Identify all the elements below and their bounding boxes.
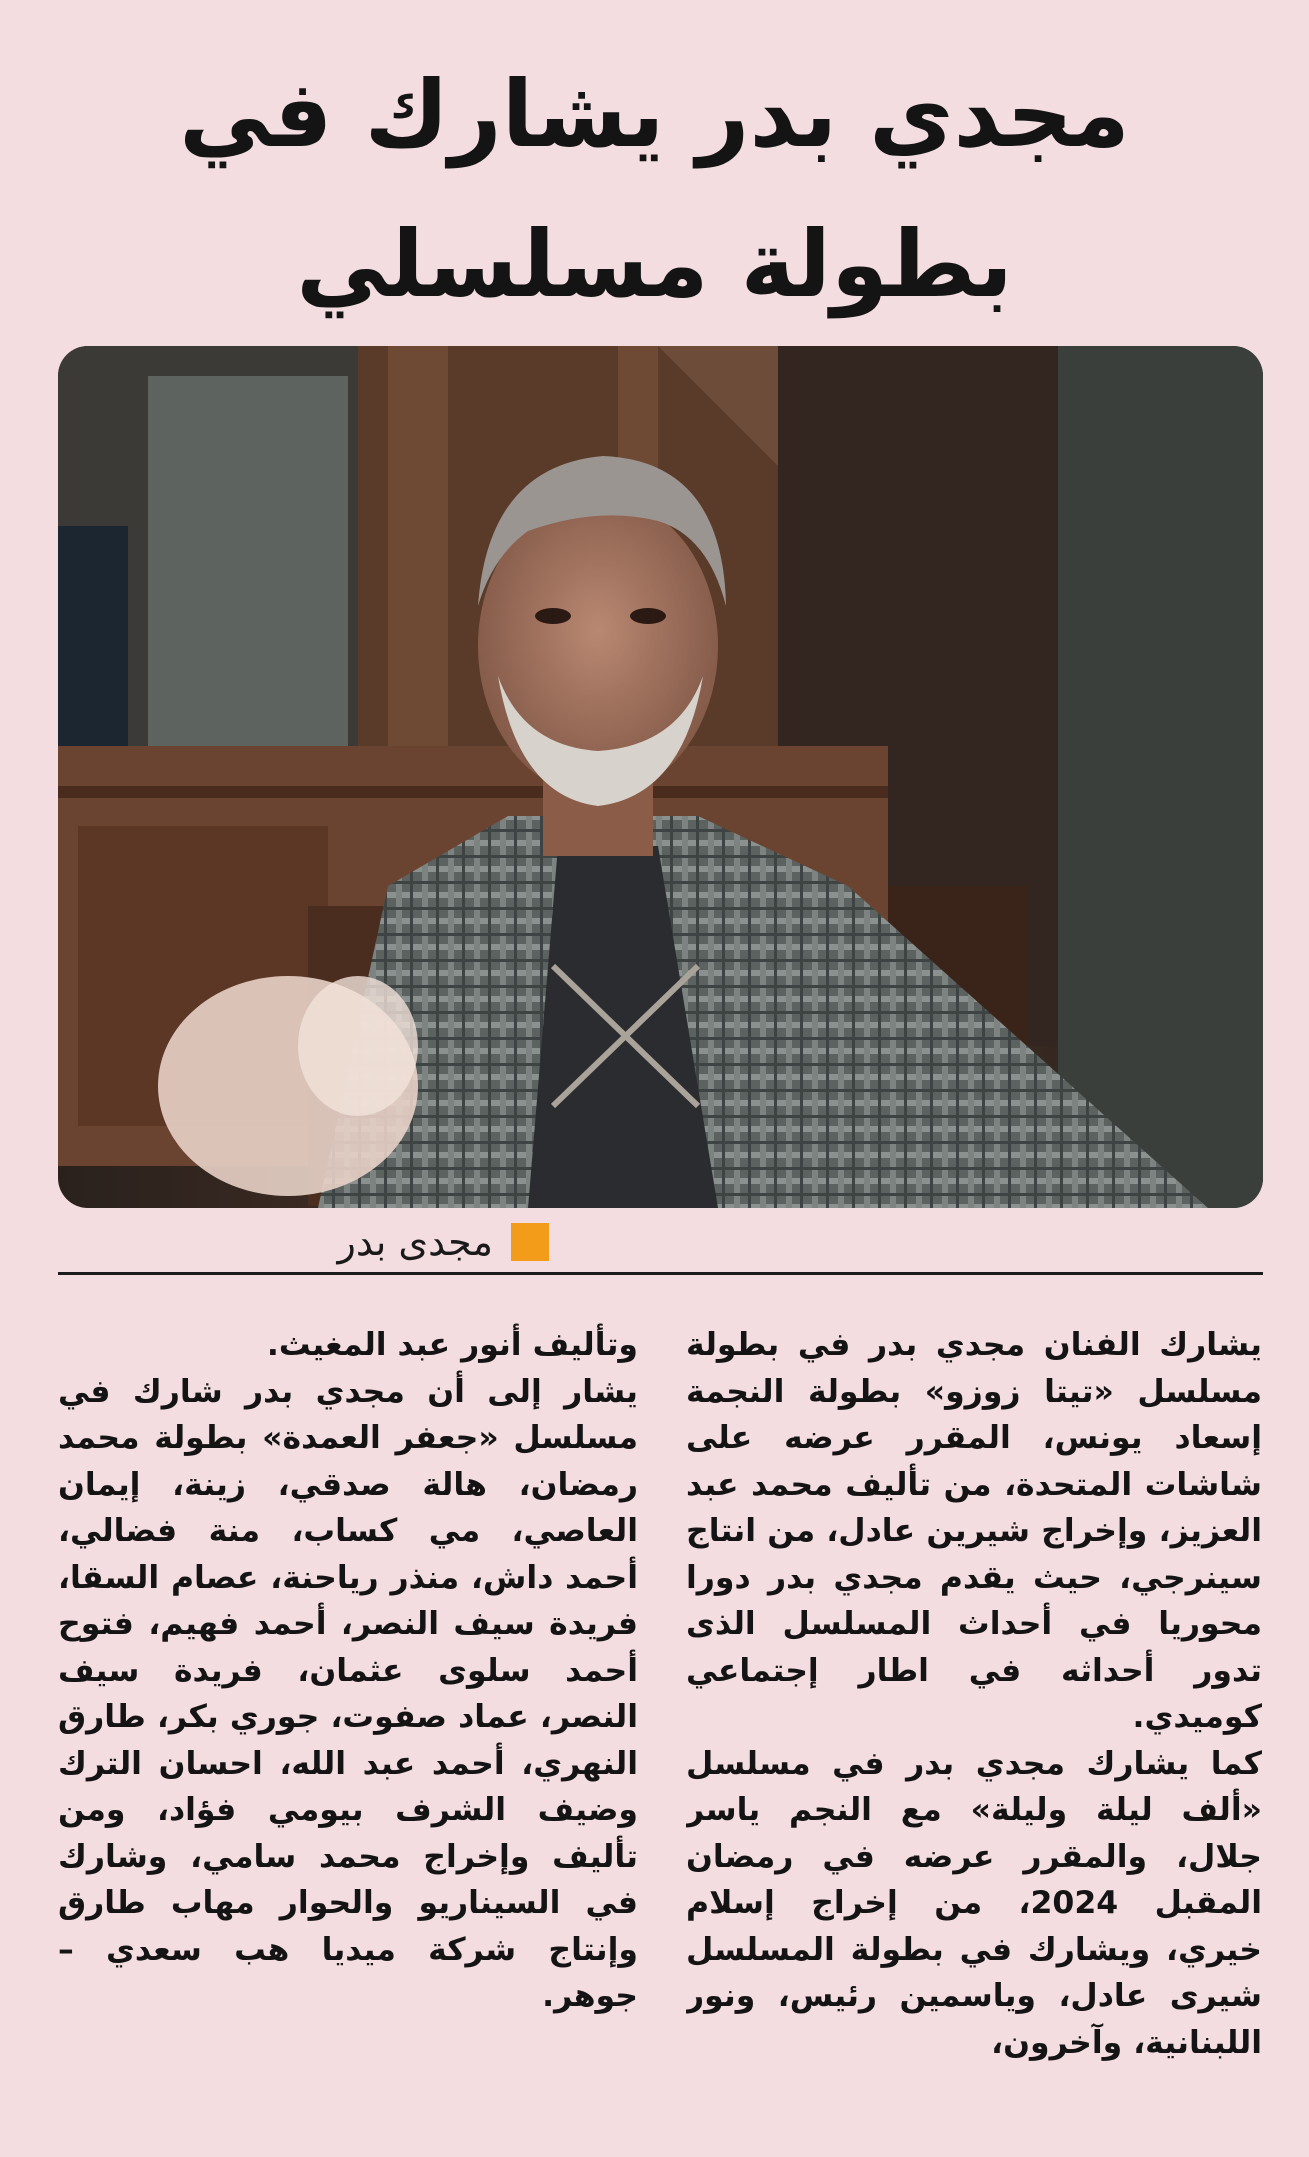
article-column-right [686,1322,1262,2142]
article-photo [58,346,1263,1208]
headline-line-1: مجدي بدر يشارك في بطولة مسلسلي [179,61,1130,318]
article-paragraph-1: يشارك الفنان مجدي بدر في بطولة مسلسل «تيتا زوزو» بطولة النجمة إسعاد يونس، المقرر عرضه على شاشات المتحدة، من تأليف محمد عبد العزيز، وإخراج شيرين عادل، من انتاج سينرجي، حيث يقدم مجدي بدر دورا محوريا في أحداث المسلسل الذى تدور أحداثه في اطار إجتماعي كوميدي. [686,1327,1262,1735]
photo-caption-text: مجدى بدر [337,1220,493,1264]
article-paragraph-2: كما يشارك مجدي بدر في مسلسل «ألف ليلة وليلة» مع النجم ياسر جلال، والمقرر عرضه في رمضان المقبل 2024، من إخراج إسلام خيري، ويشارك في بطولة المسلسل شيرى عادل، وياسمين رئيس، ونور اللبنانية، وآخرون، [686,1745,1262,2061]
caption-square-icon [511,1223,549,1261]
caption-divider [58,1272,1263,1275]
photo-caption [337,1214,549,1270]
portrait-photo-illustration [58,346,1263,1208]
article-paragraph-3: وتأليف أنور عبد المغيث. [266,1327,638,1363]
article-paragraph-4: يشار إلى أن مجدي بدر شارك في مسلسل «جعفر العمدة» بطولة محمد رمضان، هالة صدقي، زينة، إيمان العاصي، مي كساب، منة فضالي، أحمد داش، منذر رياحنة، عصام السقا، فريدة سيف النصر، أحمد فهيم، فتوح أحمد سلوى عثمان، فريدة سيف النصر، عماد صفوت، جوري بكر، طارق النهري، أحمد عبد الله، احسان الترك وضيف الشرف بيومي فؤاد، ومن تأليف وإخراج محمد سامي، وشارك في السيناريو والحوار مهاب طارق وإنتاج شركة ميديا هب سعدي – جوهر. [58,1373,638,2014]
article-column-left [58,1322,638,2142]
